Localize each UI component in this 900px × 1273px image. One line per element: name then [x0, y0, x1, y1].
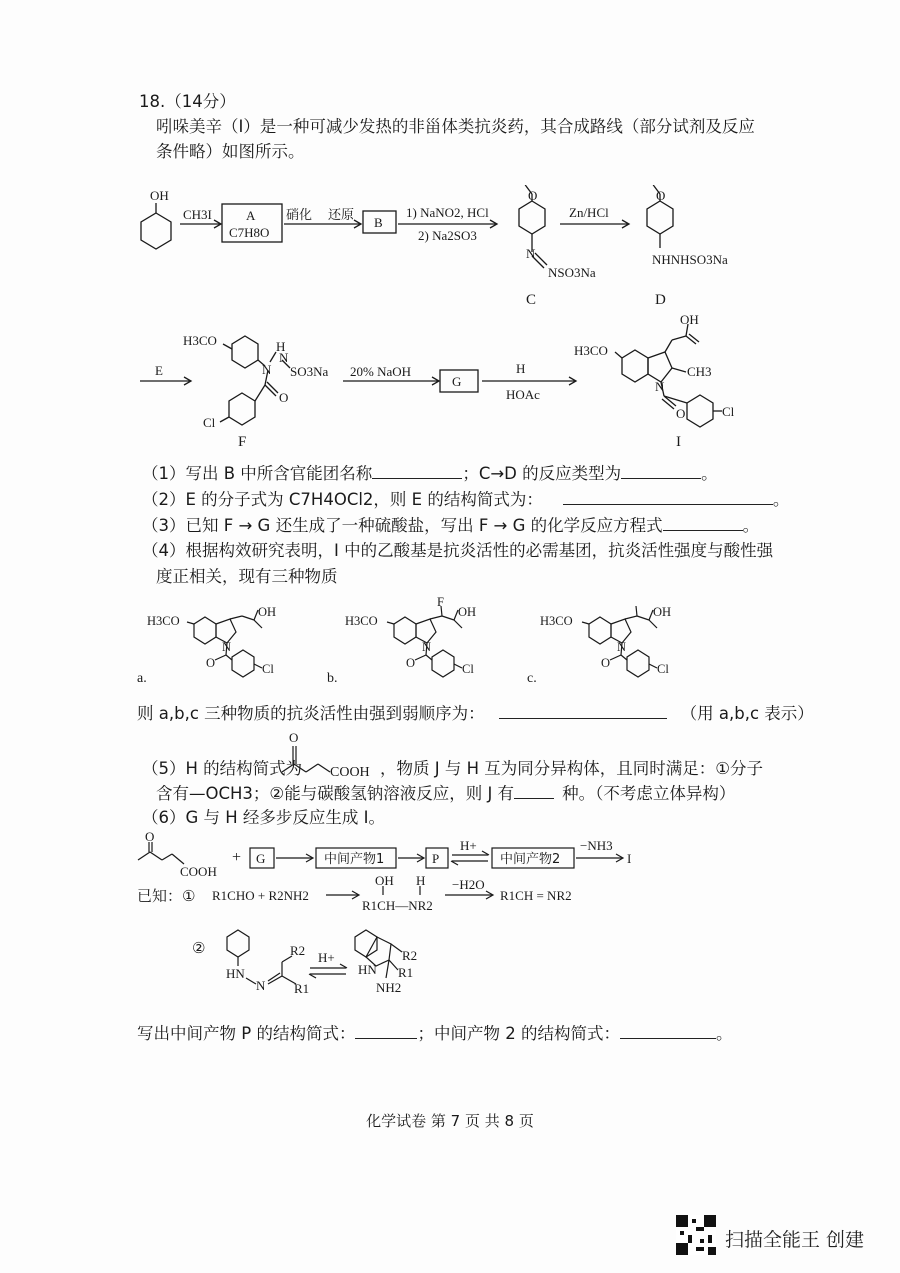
question-5-line-2 [156, 782, 735, 805]
final-q-text-b: ；中间产物 2 的结构简式： [417, 1024, 620, 1043]
reagent-e: E [155, 363, 163, 378]
q5-text-d: 种。（不考虑立体异构） [562, 784, 736, 803]
s6-o: O [145, 830, 155, 844]
intro-line-2: 条件略）如图所示。 [156, 142, 305, 161]
k2-hplus: H+ [318, 950, 335, 965]
phenol-ring [141, 213, 171, 249]
q2-text-a: （2）E 的分子式为 C7H4OCl2，则 E 的结构简式为： [142, 490, 543, 509]
s6-p: P [432, 851, 440, 866]
i-methoxy: H3CO [574, 343, 608, 358]
k1-h: H [416, 873, 426, 888]
final-q-text-a: 写出中间产物 P 的结构简式： [137, 1024, 356, 1043]
c-oh: OH [653, 605, 672, 619]
question-4-answer-line [137, 702, 814, 725]
q1-blank-1[interactable] [372, 462, 462, 479]
k1-intermediate: R1CH—NR2 [362, 898, 433, 913]
final-blank-p[interactable] [355, 1022, 417, 1039]
compound-i-label: I [676, 434, 681, 450]
k2-n: N [256, 978, 266, 993]
reagent-4a: 1) NaNO2, HCl [406, 205, 489, 220]
q2-blank[interactable] [563, 488, 773, 505]
label-a: a. [137, 671, 147, 686]
scanner-watermark: 扫描全能王 创建 [725, 1229, 865, 1251]
question-5-line-1b: ，物质 J 与 H 互为同分异构体，且同时满足：①分子 [380, 759, 764, 778]
a-oh: OH [258, 605, 277, 619]
question-2 [142, 488, 789, 511]
b-n: N [422, 640, 432, 654]
f-n2: N [279, 350, 289, 365]
question-1 [142, 462, 718, 485]
reagent-4b: 2) Na2SO3 [418, 228, 477, 243]
box-a-label: A [246, 208, 256, 223]
reagent-h: H [516, 361, 526, 376]
final-q-text-c: 。 [715, 1024, 733, 1043]
synthesis-route-row-1 [0, 185, 900, 315]
svg-text:N: N [526, 246, 536, 261]
box-b-label: B [374, 215, 383, 230]
molecules-abc [0, 596, 900, 691]
q4-blank[interactable] [499, 702, 667, 719]
f-cl: Cl [203, 415, 216, 430]
k1-reactants: R1CHO + R2NH2 [212, 888, 309, 903]
svg-text:OH: OH [150, 188, 169, 203]
q4-text-c: 则 a,b,c 三种物质的抗炎活性由强到弱顺序为： [137, 704, 485, 723]
compound-c-ring [519, 201, 545, 234]
s6-intermediate-2: 中间产物2 [500, 852, 561, 867]
k1-minus-h2o: −H2O [452, 877, 485, 892]
a-n: N [222, 640, 232, 654]
a-methoxy: H3CO [147, 614, 180, 628]
b-oh: OH [458, 605, 477, 619]
question-6: （6）G 与 H 经多步反应生成 I。 [142, 808, 386, 827]
scheme-6 [0, 830, 900, 1030]
k2-r1-product: R1 [398, 965, 414, 980]
reagent-nitration: 硝化 [286, 207, 313, 222]
f-methoxy: H3CO [183, 333, 217, 348]
compound-d-label: D [655, 292, 666, 308]
k1-oh: OH [375, 873, 394, 888]
c-cl: Cl [657, 662, 669, 676]
s6-i: I [627, 851, 632, 866]
compound-c-label: C [526, 292, 537, 308]
q3-blank[interactable] [663, 514, 743, 531]
final-question [137, 1022, 732, 1045]
svg-text:O: O [656, 188, 666, 203]
b-o: O [406, 656, 416, 670]
q5-blank[interactable] [514, 782, 554, 799]
question-3 [142, 514, 759, 537]
reagent-reduction: 还原 [328, 207, 355, 222]
q5-text-c: 含有—OCH3；②能与碳酸氢钠溶液反应，则 J 有 [156, 784, 515, 803]
question-4-line-2: 度正相关，现有三种物质 [156, 567, 338, 586]
q1-blank-2[interactable] [621, 462, 701, 479]
compound-d-sub: NHNHSO3Na [652, 252, 728, 267]
b-f: F [437, 596, 444, 609]
i-cl: Cl [722, 404, 735, 419]
q1-text-c: 。 [701, 464, 718, 483]
k2-r2: R2 [290, 943, 306, 958]
reagent-ch3i: CH3I [183, 207, 212, 222]
question-4-line-1: （4）根据构效研究表明，I 中的乙酸基是抗炎活性的必需基团，抗炎活性强度与酸性强 [142, 541, 774, 560]
a-o: O [206, 656, 216, 670]
h-structure [278, 728, 378, 782]
q3-text-b: 。 [742, 516, 760, 535]
svg-text:O: O [528, 188, 538, 203]
label-c: c. [527, 671, 537, 686]
k1-product: R1CH = NR2 [500, 888, 572, 903]
qr-code-icon [676, 1215, 716, 1255]
page-footer: 化学试卷 第 7 页 共 8 页 [366, 1112, 534, 1130]
box-g-label: G [452, 374, 462, 389]
h-o: O [289, 730, 299, 745]
final-blank-2[interactable] [620, 1022, 716, 1039]
k2-hn: HN [226, 966, 245, 981]
a-cl: Cl [262, 662, 274, 676]
reagent-naoh: 20% NaOH [350, 364, 412, 379]
q4-text-d: （用 a,b,c 表示） [680, 704, 814, 723]
f-o: O [279, 390, 289, 405]
k2-r1: R1 [294, 981, 310, 996]
i-n: N [655, 379, 665, 394]
compound-d-ring [647, 201, 673, 234]
s6-cooh: COOH [180, 864, 217, 879]
compound-f-label: F [238, 434, 247, 450]
c-methoxy: H3CO [540, 614, 573, 628]
f-so3na: SO3Na [290, 364, 329, 379]
s6-g: G [256, 851, 266, 866]
s6-intermediate-1: 中间产物1 [324, 852, 385, 867]
s6-nh3: −NH3 [580, 838, 613, 853]
s6-hplus: H+ [460, 838, 477, 853]
k2-r2-product: R2 [402, 948, 418, 963]
i-oh: OH [680, 312, 699, 327]
compound-c-sub: NSO3Na [548, 265, 596, 280]
b-methoxy: H3CO [345, 614, 378, 628]
q3-text-a: （3）已知 F → G 还生成了一种硫酸盐，写出 F → G 的化学反应方程式 [142, 516, 663, 535]
synthesis-route-row-2 [0, 312, 900, 460]
q1-text-b: ；C→D 的反应类型为 [462, 464, 622, 483]
h-cooh: COOH [330, 765, 370, 780]
q5-text-a: （5）H 的结构简式为 [142, 759, 303, 778]
known-label: 已知：① [137, 887, 196, 905]
k2-hn-product: HN [358, 962, 377, 977]
f-n: N [262, 362, 272, 377]
i-ch3: CH3 [687, 364, 712, 379]
known-2-label: ② [192, 939, 206, 957]
label-b: b. [327, 671, 338, 686]
c-o: O [601, 656, 611, 670]
q2-text-b: 。 [772, 490, 790, 509]
i-o: O [676, 406, 686, 421]
question-number: 18.（14分） [139, 92, 236, 111]
reagent-zn-hcl: Zn/HCl [569, 205, 609, 220]
reagent-hoac: HOAc [506, 387, 540, 402]
intro-line-1: 吲哚美辛（I）是一种可减少发热的非甾体类抗炎药，其合成路线（部分试剂及反应 [156, 117, 755, 136]
c-n: N [617, 640, 627, 654]
k2-nh2: NH2 [376, 980, 402, 995]
f-h: H [276, 339, 286, 354]
s6-plus: + [232, 849, 242, 866]
b-cl: Cl [462, 662, 474, 676]
q1-text-a: （1）写出 B 中所含官能团名称 [142, 464, 373, 483]
box-a-formula: C7H8O [229, 225, 270, 240]
